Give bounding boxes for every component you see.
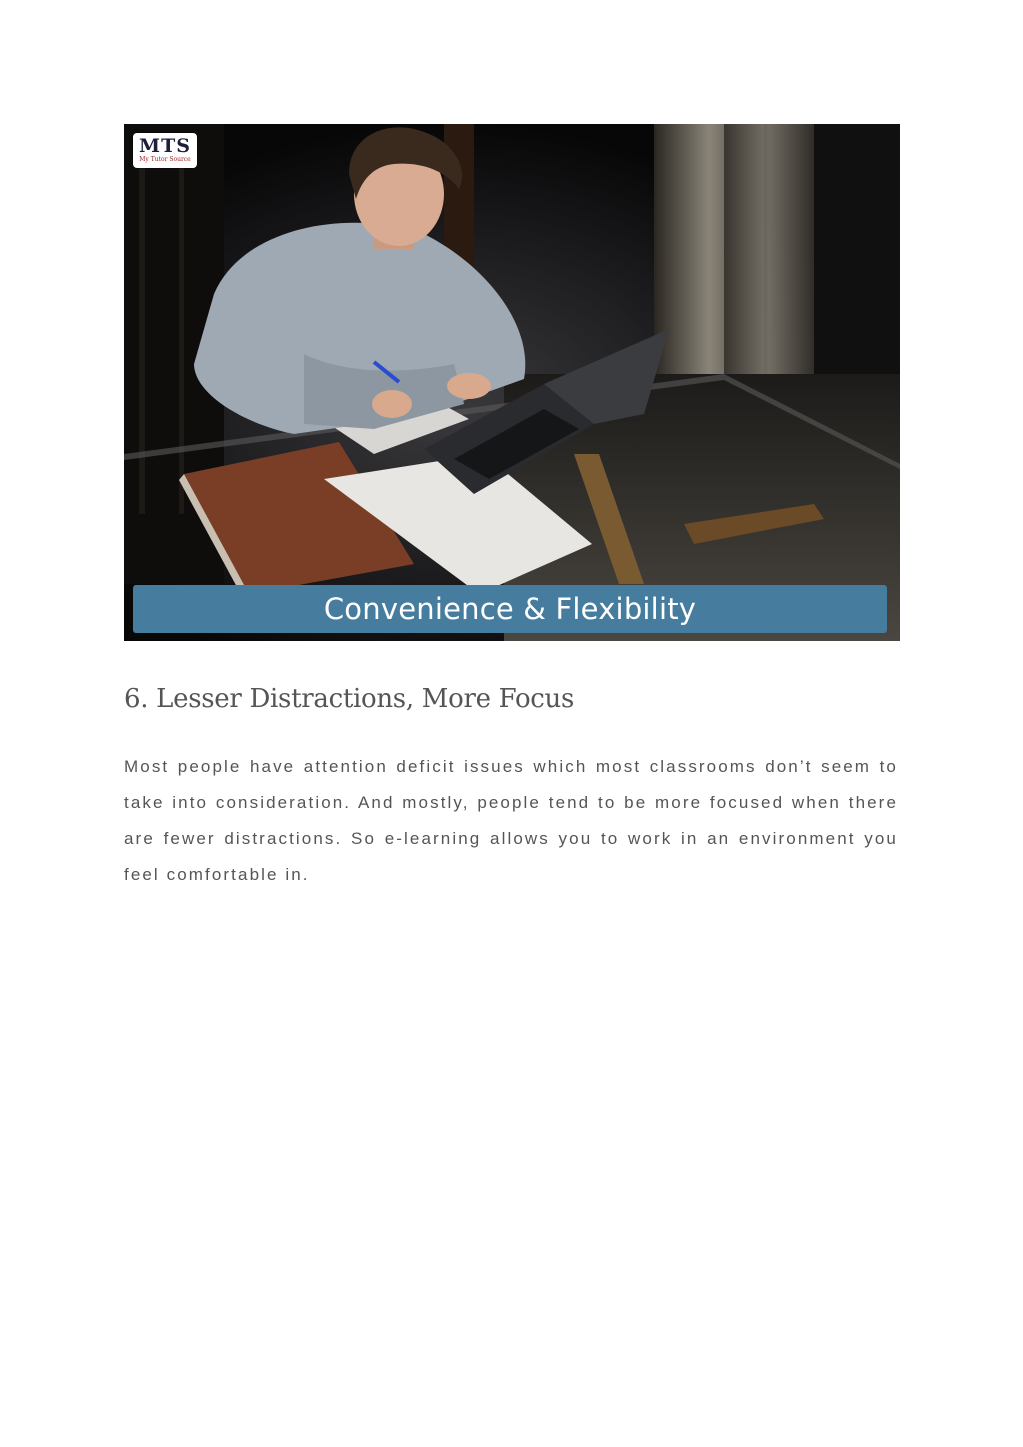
image-caption-text: Convenience & Flexibility [323,592,697,626]
student-photo-illustration [124,124,900,641]
section-paragraph: Most people have attention deficit issues which most classrooms don’t seem to take into consideration. And mostly, people tend to be more focused when there are fewer distractions. So e-learning allows you to work in an environment you feel comfortable in. [124,757,898,884]
image-caption-banner [133,585,887,633]
featured-image [124,124,900,641]
logo-subtitle: My Tutor Source [139,156,191,163]
section-heading: 6. Lesser Distractions, More Focus [124,684,575,714]
logo-mark: MTS [139,135,191,157]
brand-logo [133,133,197,168]
